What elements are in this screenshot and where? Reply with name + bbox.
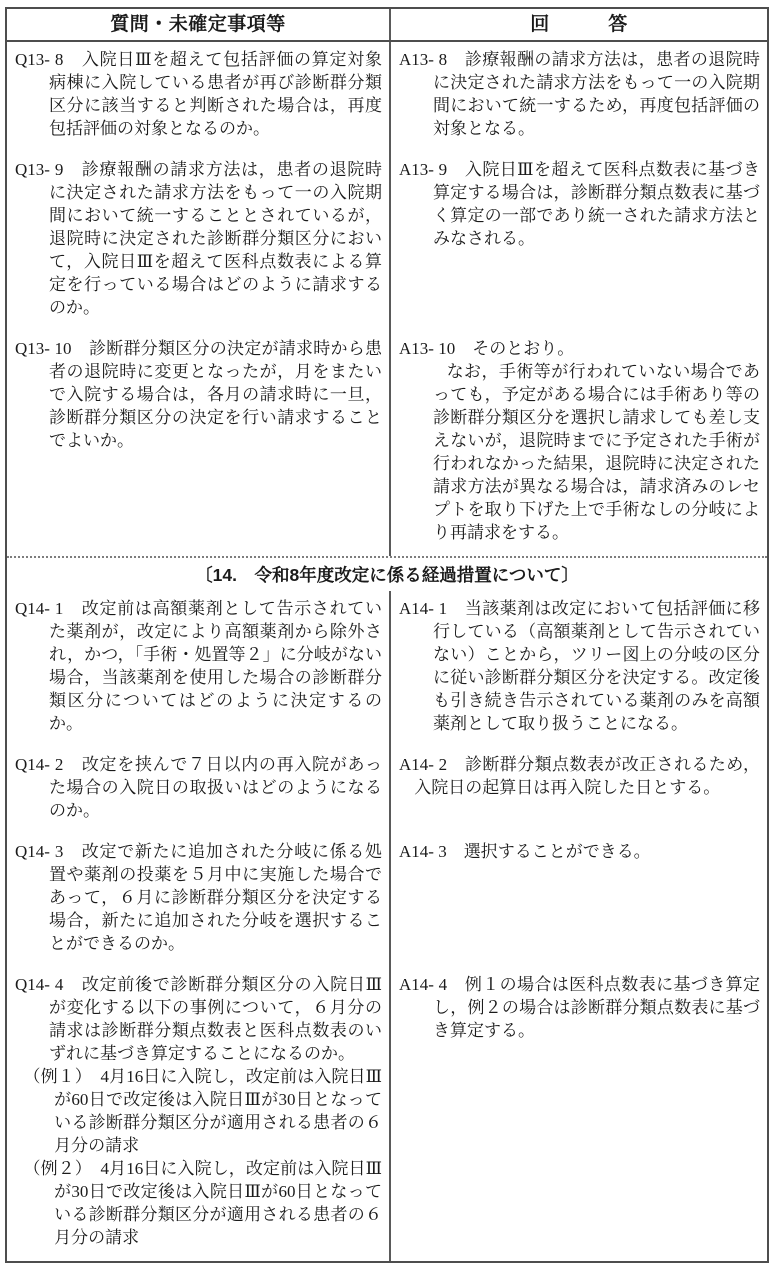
answer-text-13-10: A13- 10 そのとおり。: [399, 339, 575, 358]
question-text-13-9: Q13- 9 診療報酬の請求方法は，患者の退院時に決定された請求方法をもって一の入院期間において統一することとされているが，退院時に決定された診断群分類区分において，入院日Ⅲを超えて医科点数表による算定を行っている場合はどのように請求するのか。: [15, 160, 382, 317]
qa-row-13-9: [7, 152, 767, 331]
answer-cell-14-1: [391, 591, 767, 747]
qa-row-13-8: [7, 42, 767, 152]
qa-row-14-4: [7, 967, 767, 1261]
question-text-14-2: Q14- 2 改定を挟んで７日以内の再入院があった場合の入院日の取扱いはどのようになるのか。: [15, 755, 382, 820]
question-cell-13-8: [7, 42, 391, 152]
question-text-14-1: Q14- 1 改定前は高額薬剤として告示されていた薬剤が，改定により高額薬剤から除外され，かつ，「手術・処置等２」に分岐がない場合，当該薬剤を使用した場合の診断群分類区分についてはどのように決定するのか。: [15, 599, 382, 733]
question-column-header: 質問・未確定事項等: [7, 9, 391, 40]
answer-cell-13-10: [391, 331, 767, 556]
answer-text-14-4: A14- 4 例１の場合は医科点数表に基づき算定し，例２の場合は診断群分類点数表に基づき算定する。: [399, 975, 760, 1040]
answer-cell-14-2: [391, 747, 767, 834]
answer-text-14-2: A14- 2 診断群分類点数表が改正されるため，入院日の起算日は再入院した日とする。: [399, 755, 760, 797]
question-cell-14-4: [7, 967, 391, 1261]
qa-row-14-1: [7, 591, 767, 747]
question-text-13-8: Q13- 8 入院日Ⅲを超えて包括評価の算定対象病棟に入院している患者が再び診断群分類区分に該当すると判断された場合は，再度包括評価の対象となるのか。: [15, 50, 382, 138]
table-header-row: [7, 9, 767, 42]
answer-cell-14-4: [391, 967, 767, 1261]
question-text-14-4: Q14- 4 改定前後で診断群分類区分の入院日Ⅲが変化する以下の事例について，６月分の請求は診断群分類点数表と医科点数表のいずれに基づき算定することになるのか。: [15, 975, 382, 1063]
qa-row-14-2: [7, 747, 767, 834]
answer-text-13-9: A13- 9 入院日Ⅲを超えて医科点数表に基づき算定する場合は，診断群分類点数表に基づく算定の一部であり統一された請求方法とみなされる。: [399, 160, 760, 248]
question-cell-13-10: [7, 331, 391, 556]
question-example2-14-4: （例２） 4月16日に入院し，改定前は入院日Ⅲが30日で改定後は入院日Ⅲが60日となっている診断群分類区分が適用される患者の６月分の請求: [23, 1159, 382, 1247]
answer-cell-13-9: [391, 152, 767, 331]
question-cell-13-9: [7, 152, 391, 331]
answer-text-14-1: A14- 1 当該薬剤は改定において包括評価に移行している（高額薬剤として告示されていない）ことから，ツリー図上の分岐の区分に従い診断群分類区分を決定する。改定後も引き続き告示されている薬剤のみを高額薬剤として取り扱うことになる。: [399, 599, 760, 733]
answer-text-13-8: A13- 8 診療報酬の請求方法は，患者の退院時に決定された請求方法をもって一の入院期間において統一するため，再度包括評価の対象となる。: [399, 50, 760, 138]
question-cell-14-3: [7, 834, 391, 967]
qa-row-14-3: [7, 834, 767, 967]
answer-column-header: 回 答: [530, 14, 628, 35]
qa-row-13-10: [7, 331, 767, 556]
section-14-heading: 〔14. 令和8年度改定に係る経過措置について〕: [7, 556, 767, 591]
answer-text-14-3: A14- 3 選択することができる。: [399, 842, 651, 861]
question-text-13-10: Q13- 10 診断群分類区分の決定が請求時から患者の退院時に変更となったが，月をまたいで入院する場合は，各月の請求時に一旦，診断群分類区分の決定を行い請求することでよいか。: [15, 339, 382, 450]
question-cell-14-2: [7, 747, 391, 834]
qa-table: [5, 7, 769, 1263]
answer-cell-13-8: [391, 42, 767, 152]
answer-cell-14-3: [391, 834, 767, 967]
question-example1-14-4: （例１） 4月16日に入院し，改定前は入院日Ⅲが60日で改定後は入院日Ⅲが30日となっている診断群分類区分が適用される患者の６月分の請求: [23, 1067, 382, 1155]
question-text-14-3: Q14- 3 改定で新たに追加された分岐に係る処置や薬剤の投薬を５月中に実施した場合であって，６月に診断群分類区分を決定する場合，新たに追加された分岐を選択することができるのか。: [15, 842, 382, 953]
question-cell-14-1: [7, 591, 391, 747]
answer-note-13-10: なお，手術等が行われていない場合であっても，予定がある場合には手術あり等の診断群分類区分を選択し請求しても差し支えないが，退院時までに予定された手術が行われなかった結果，退院時に決定された請求方法が異なる場合は，請求済みのレセプトを取り下げた上で手術なしの分岐により再請求をする。: [433, 362, 760, 542]
